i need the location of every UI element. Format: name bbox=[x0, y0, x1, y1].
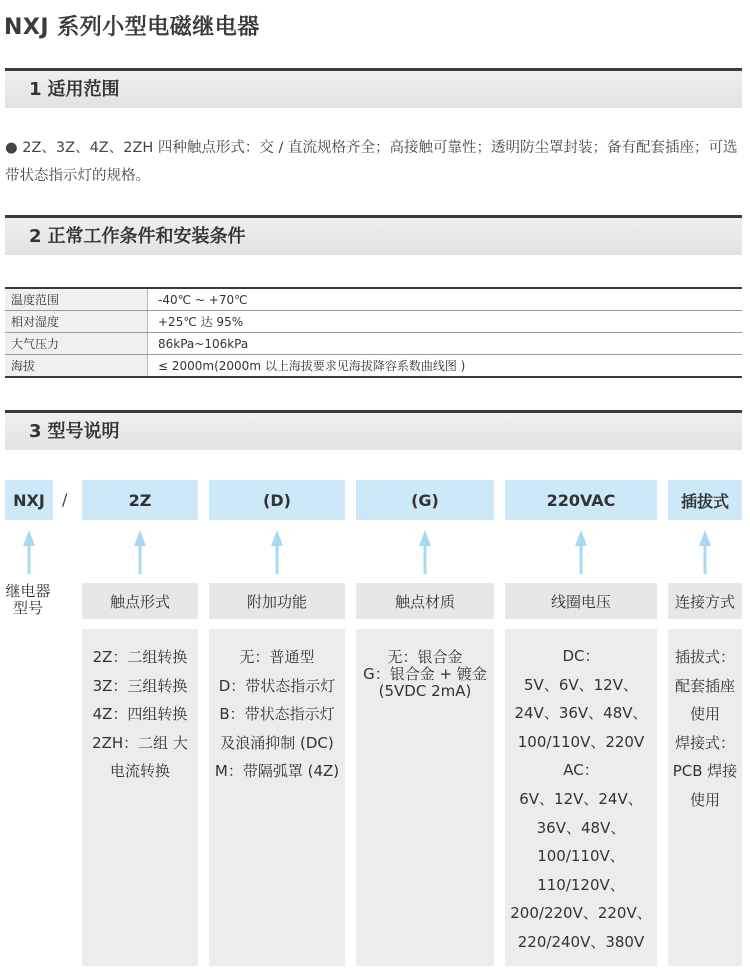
section-header-model bbox=[5, 410, 742, 450]
detail-contact-form bbox=[82, 629, 198, 966]
detail-line: 5V、6V、12V、 bbox=[524, 675, 638, 694]
detail-voltage bbox=[505, 629, 657, 966]
detail-line: 200/220V、220V、 bbox=[510, 904, 652, 923]
code-function: (D) bbox=[209, 480, 345, 520]
section-header-conditions bbox=[5, 215, 742, 255]
section-label: 正常工作条件和安装条件 bbox=[47, 226, 246, 247]
up-arrow-icon bbox=[574, 530, 588, 574]
up-arrow-icon bbox=[418, 530, 432, 574]
detail-line: 110/120V、 bbox=[537, 875, 625, 894]
detail-line: 6V、12V、24V、 bbox=[519, 789, 643, 808]
detail-line: 配套插座 bbox=[674, 676, 735, 695]
detail-line: 使用 bbox=[689, 790, 720, 809]
category-label: 型号 bbox=[12, 599, 43, 617]
condition-label: 海拔 bbox=[5, 355, 148, 378]
condition-value: -40℃ ~ +70℃ bbox=[148, 288, 743, 311]
condition-value: 86kPa~106kPa bbox=[148, 333, 743, 355]
condition-label: 大气压力 bbox=[5, 333, 148, 355]
table-row bbox=[5, 311, 742, 333]
page-title: NXJ 系列小型电磁继电器 bbox=[4, 15, 260, 40]
detail-line: 焊接式： bbox=[674, 733, 735, 752]
detail-line: B：带状态指示灯 bbox=[219, 705, 335, 724]
detail-line: PCB 焊接 bbox=[672, 762, 738, 781]
section-label: 适用范围 bbox=[47, 79, 120, 100]
detail-line: 插拔式： bbox=[674, 648, 735, 666]
detail-line: 220/240V、380V bbox=[517, 932, 645, 951]
detail-line: AC： bbox=[563, 761, 599, 780]
detail-function bbox=[209, 629, 345, 966]
detail-line: 4Z：四组转换 bbox=[92, 705, 188, 724]
detail-line: 24V、36V、48V、 bbox=[514, 704, 648, 723]
detail-line: 100/110V、 bbox=[537, 847, 625, 866]
category-model bbox=[2, 582, 54, 618]
category-label: 继电器 bbox=[5, 582, 51, 600]
section-heading bbox=[5, 413, 742, 450]
code-install: 插拔式 bbox=[668, 480, 742, 520]
section-label: 型号说明 bbox=[47, 421, 120, 442]
detail-line: 电流转换 bbox=[109, 762, 170, 781]
code-voltage: 220VAC bbox=[505, 480, 657, 520]
detail-line: 3Z：三组转换 bbox=[92, 676, 188, 695]
condition-label: 温度范围 bbox=[5, 288, 148, 311]
up-arrow-icon bbox=[270, 530, 284, 574]
table-row bbox=[5, 288, 742, 311]
section-number: 1 bbox=[29, 79, 42, 100]
section-header-scope bbox=[5, 68, 742, 108]
detail-line: 无：普通型 bbox=[239, 648, 315, 666]
detail-line: 无：银合金 bbox=[387, 648, 463, 666]
code-separator: / bbox=[62, 490, 68, 509]
detail-line: 及浪涌抑制 (DC) bbox=[220, 733, 334, 752]
section-number: 3 bbox=[29, 421, 42, 442]
category-function: 附加功能 bbox=[209, 583, 345, 619]
detail-line: 使用 bbox=[689, 705, 720, 724]
detail-line: 100/110V、220V bbox=[517, 732, 645, 751]
category-install: 连接方式 bbox=[668, 583, 742, 619]
detail-line: DC： bbox=[562, 647, 600, 665]
up-arrow-icon bbox=[698, 530, 712, 574]
detail-line: 2Z：二组转换 bbox=[92, 648, 188, 666]
detail-line: 2ZH：二组 大 bbox=[92, 733, 188, 752]
up-arrow-icon bbox=[22, 530, 36, 574]
section-heading bbox=[5, 218, 742, 255]
scope-paragraph: ● 2Z、3Z、4Z、2ZH 四种触点形式：交 / 直流规格齐全；高接触可靠性；透明防尘罩封装；备有配套插座；可选带状态指示灯的规格。 bbox=[5, 140, 738, 184]
detail-line: G：银合金 + 镀金 bbox=[363, 665, 487, 683]
category-contact-form: 触点形式 bbox=[82, 583, 198, 619]
section-number: 2 bbox=[29, 226, 42, 247]
detail-material bbox=[356, 629, 494, 966]
condition-label: 相对湿度 bbox=[5, 311, 148, 333]
detail-line: 36V、48V、 bbox=[536, 818, 626, 837]
category-voltage: 线圈电压 bbox=[505, 583, 657, 619]
code-contact-form: 2Z bbox=[82, 480, 198, 520]
section-heading bbox=[5, 71, 742, 108]
table-row bbox=[5, 333, 742, 355]
condition-value: ≤ 2000m(2000m 以上海拔要求见海拔降容系数曲线图 ) bbox=[148, 355, 743, 378]
code-material: (G) bbox=[356, 480, 494, 520]
conditions-table bbox=[5, 287, 742, 378]
code-series: NXJ bbox=[5, 480, 53, 520]
detail-install bbox=[668, 629, 742, 966]
detail-line: (5VDC 2mA) bbox=[378, 682, 472, 700]
category-material: 触点材质 bbox=[356, 583, 494, 619]
up-arrow-icon bbox=[133, 530, 147, 574]
detail-line: D：带状态指示灯 bbox=[218, 676, 336, 695]
detail-line: M：带隔弧罩 (4Z) bbox=[214, 762, 340, 781]
condition-value: +25℃ 达 95% bbox=[148, 311, 743, 333]
table-row bbox=[5, 355, 742, 378]
